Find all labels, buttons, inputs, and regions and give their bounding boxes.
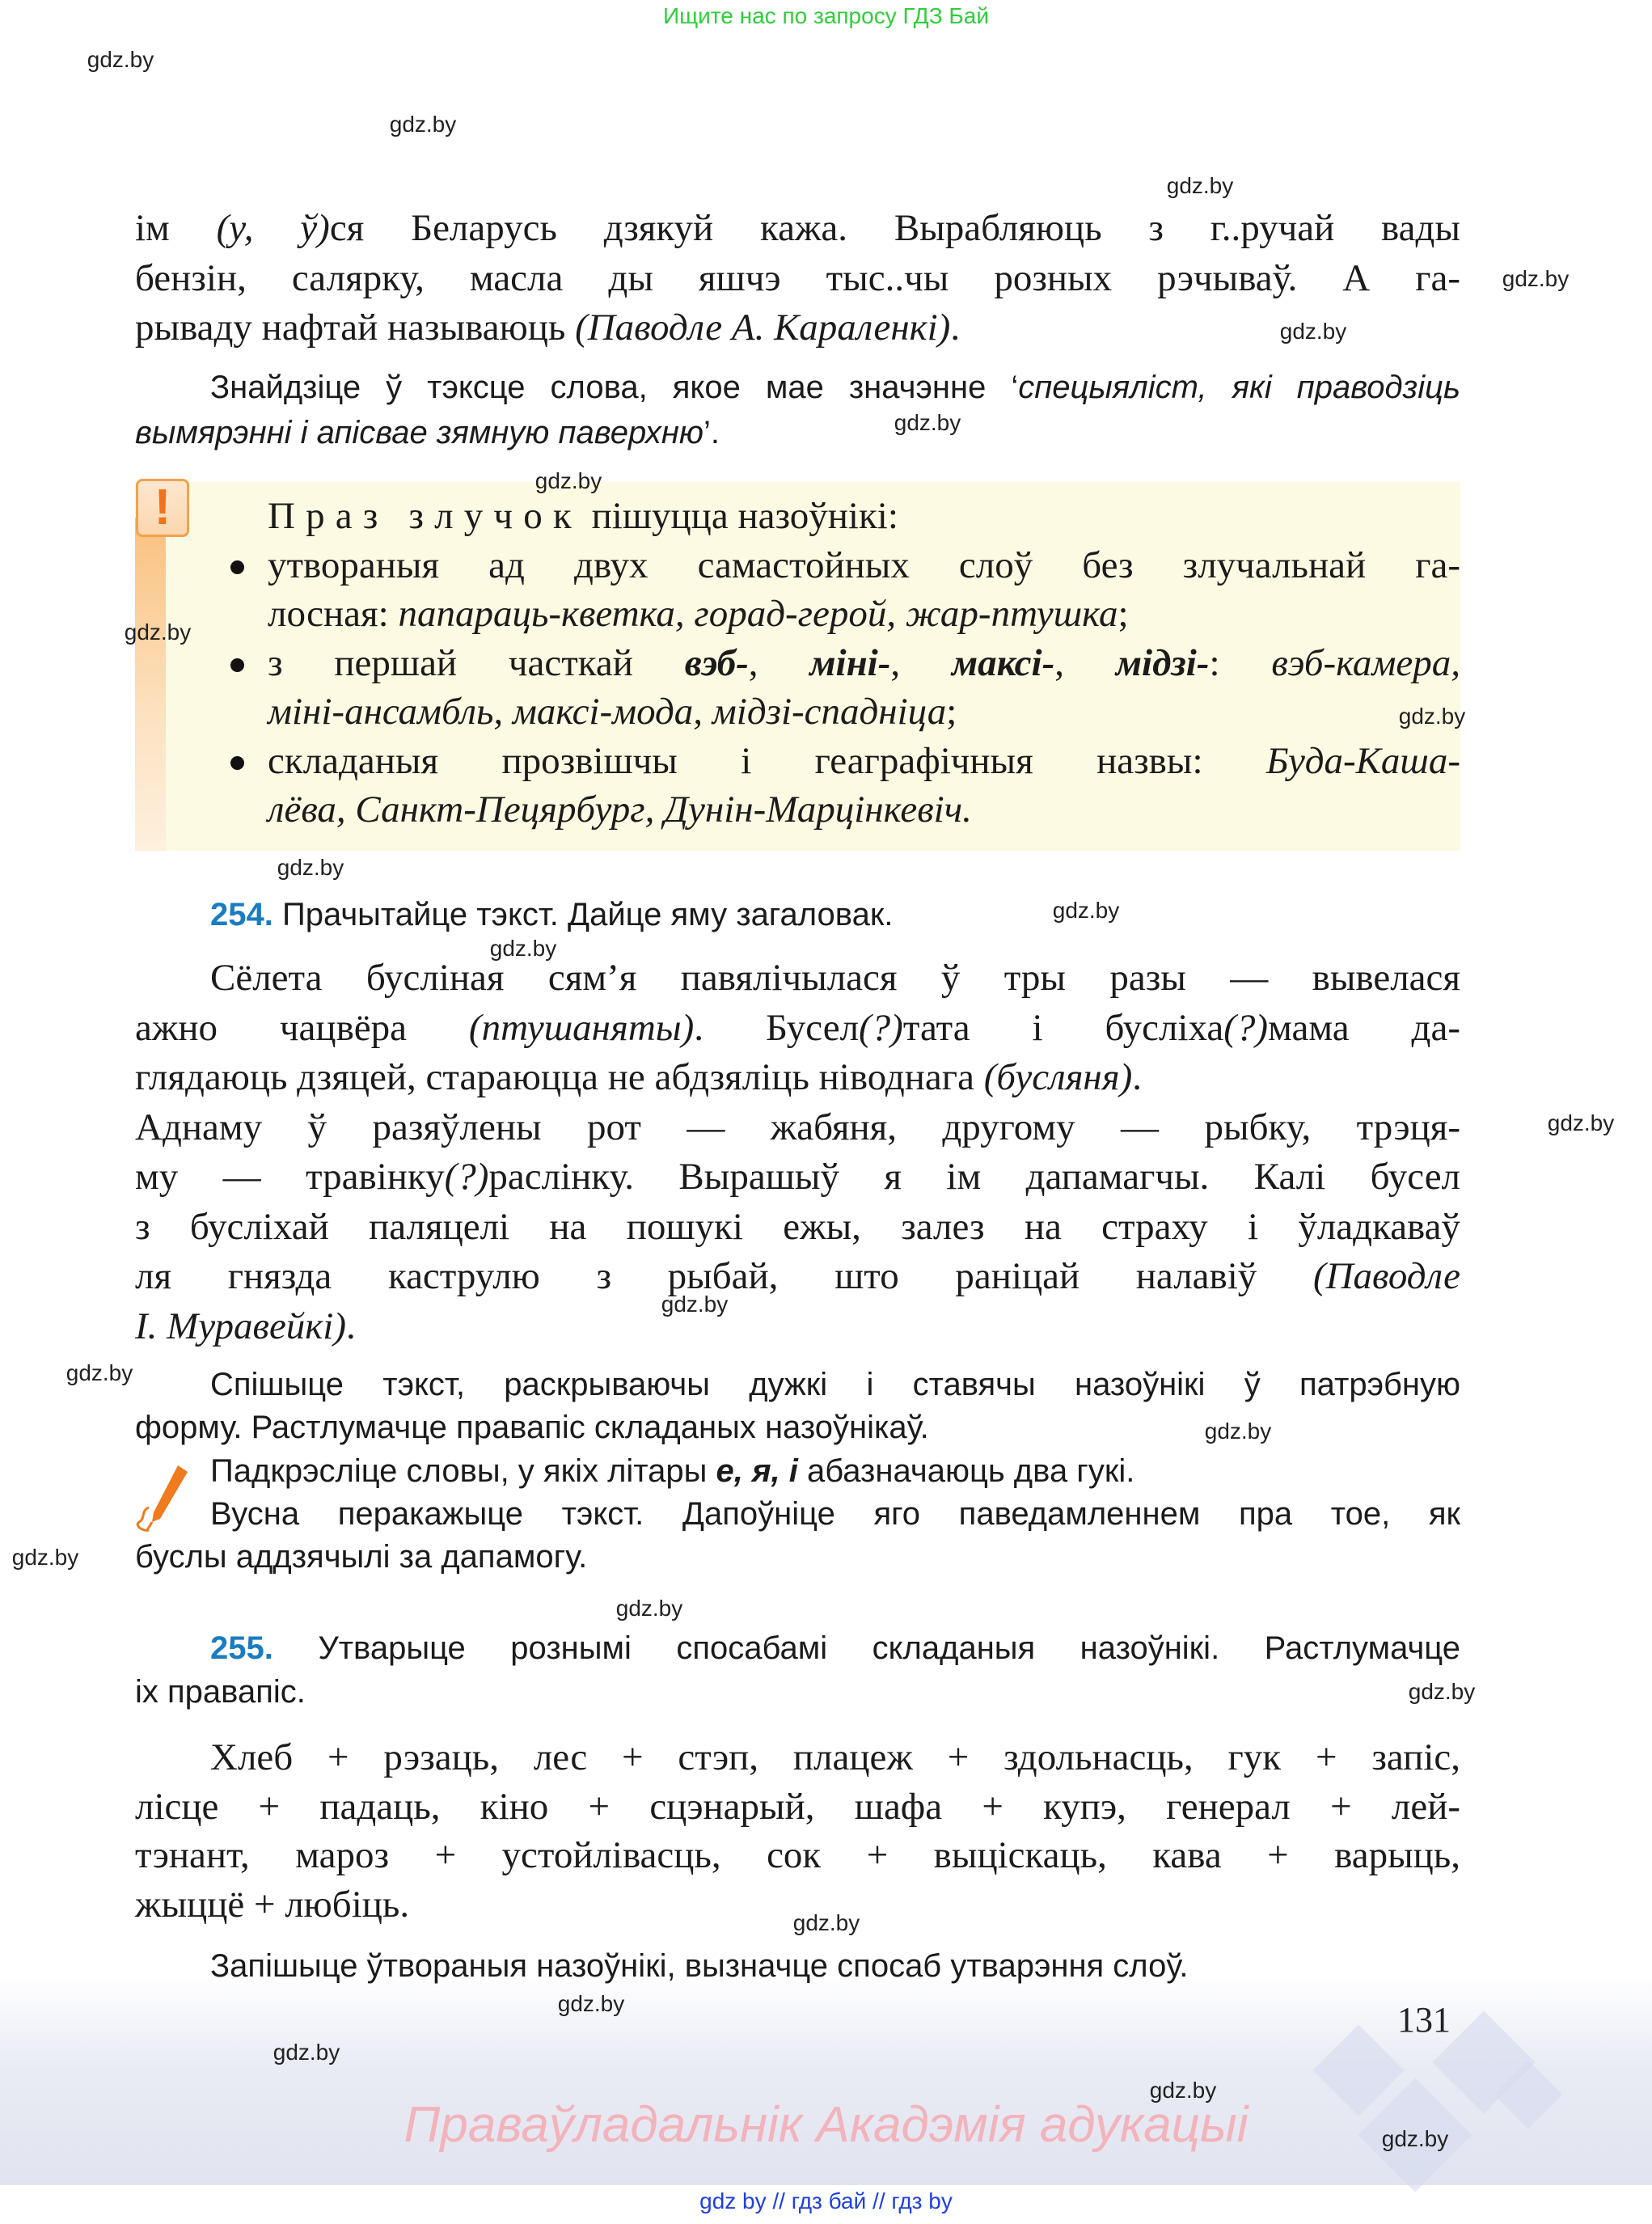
text-segment: жыццё + любіць. (135, 1884, 410, 1926)
text-segment: Вусна перакажыце тэкст. Дапоўніце яго паведамленнем пра тое, як (210, 1495, 1460, 1532)
text-segment: з першай часткай (268, 641, 685, 684)
text-segment: Праз злучок (268, 495, 582, 537)
text-line (135, 1944, 1460, 1988)
text-line (135, 1493, 1460, 1536)
text-line (135, 1782, 1460, 1832)
text-line (135, 1203, 1460, 1253)
text-line (135, 1252, 1460, 1302)
text-line (135, 1103, 1460, 1153)
text-segment: ажно чацвёра (135, 1006, 469, 1049)
gdz-watermark: gdz.by (1149, 2078, 1217, 2103)
text-line (135, 365, 1460, 410)
text-segment: міні-ансамбль, максі-мода, мідзі-спадніца (268, 691, 947, 733)
text-segment: : (1209, 641, 1272, 684)
text-segment: Знайдзіце ў тэксце слова, якое мае значэнне ‘ (210, 370, 1019, 405)
text-segment: е, я, і (716, 1452, 798, 1489)
text-segment: (?) (859, 1006, 903, 1049)
text-line (135, 1004, 1460, 1054)
text-segment: абазначаюць два гукі. (797, 1452, 1135, 1489)
text-line (268, 737, 1460, 786)
text-segment: з бусліхай паляцелі на пошукі ежы, залез на страху і ўладкаваў (135, 1205, 1460, 1248)
text-line (135, 1053, 1460, 1103)
text-segment: Буда-Каша- (1265, 739, 1460, 782)
gdz-watermark: gdz.by (1547, 1110, 1615, 1135)
text-segment: Спішыце тэкст, раскрываючы дужкі і ставячы назоўнікі ў патрэбную (210, 1367, 1460, 1402)
bullet-icon (230, 658, 244, 672)
text-segment: (у, ў) (216, 207, 330, 249)
text-segment: лосная: (268, 593, 399, 635)
gdz-watermark: gdz.by (557, 1991, 625, 2016)
gdz-watermark: gdz.by (65, 1360, 133, 1385)
text-segment: ім (135, 207, 217, 249)
text-line (268, 590, 1460, 639)
gdz-watermark: gdz.by (1052, 898, 1120, 923)
text-segment: вэб- (684, 641, 749, 684)
text-segment: (?) (1223, 1006, 1269, 1049)
copyright-watermark: Праваўладальнік Акадэмія адукацыі (403, 2097, 1249, 2153)
text-segment: ся Беларусь дзякуй кажа. Вырабляюць з г..ручай вады (329, 207, 1460, 249)
text-segment: мама да- (1268, 1006, 1460, 1049)
text-segment: вэб-камера, (1271, 641, 1461, 684)
text-segment: раслінку. Вырашыў я ім дапамагчы. Калі бусел (488, 1156, 1461, 1198)
text-segment: (бусляня) (983, 1056, 1133, 1098)
text-line (135, 410, 1460, 455)
text-line (210, 892, 1460, 937)
bullet-icon (230, 560, 244, 574)
text-line (135, 1670, 1460, 1714)
text-segment: . (1132, 1056, 1142, 1098)
text-block-task-find (135, 365, 1460, 455)
text-segment: . (950, 307, 961, 349)
text-line (135, 1450, 1460, 1493)
text-block-ex254-text (135, 953, 1460, 1351)
gdz-watermark: gdz.by (1279, 319, 1347, 344)
gdz-watermark: gdz.by (1502, 266, 1570, 291)
text-segment: форму. Растлумачце правапіс складаных назоўнікаў. (135, 1410, 929, 1446)
text-segment: (Паводле А. Караленкі) (575, 307, 951, 349)
gdz-watermark: gdz.by (615, 1596, 683, 1621)
text-block-ex254-head (210, 892, 1460, 937)
text-segment: . Бусел (694, 1006, 860, 1049)
text-segment: лёва, Санкт-Пецярбург, Дунін-Марцінкевіч. (268, 789, 972, 831)
text-segment: ля гнязда каструлю з рыбай, што раніцай налавіў (135, 1255, 1313, 1297)
text-segment: Прачытайце тэкст. Дайце яму загаловак. (273, 897, 894, 932)
gdz-watermark: gdz.by (894, 410, 961, 435)
text-segment: бензін, салярку, масла ды яшчэ тыс..чы розных рэчываў. А га- (135, 256, 1460, 299)
text-segment: Падкрэсліце словы, у якіх літары (210, 1452, 716, 1489)
footer-link[interactable]: gdz by // гдз бай // гдз by (699, 2188, 953, 2213)
text-segment: , (748, 641, 810, 684)
gdz-watermark: gdz.by (792, 1910, 860, 1935)
gdz-watermark: gdz.by (1381, 2126, 1449, 2151)
text-segment: Сёлета буслiная сям’я павялічылася ў тры разы — вывелася (210, 957, 1460, 999)
text-segment: утвораныя ад двух самастойных слоў без злучальнай га- (268, 543, 1460, 586)
text-line (135, 1364, 1460, 1406)
gdz-watermark: gdz.by (273, 2040, 340, 2065)
text-segment: спецыяліст, які праводзіць (1018, 370, 1460, 405)
text-segment: , (1054, 641, 1116, 684)
text-segment: Запішыце ўтвораныя назоўнікі, вызначце спосаб утварэння слоў. (210, 1948, 1189, 1984)
gdz-watermark: gdz.by (489, 936, 557, 961)
text-segment: глядаюць дзяцей, стараюцца не абдзяліць ніводнага (135, 1056, 984, 1098)
text-segment: пішуцца назоўнікі: (581, 495, 898, 537)
text-line (135, 1302, 1460, 1352)
text-segment: складаныя прозвішчы і геаграфічныя назвы: (268, 739, 1266, 782)
text-block-intro (135, 204, 1460, 353)
text-segment: (Паводле (1312, 1255, 1460, 1297)
gdz-watermark: gdz.by (87, 47, 154, 72)
text-segment: міні- (809, 641, 891, 684)
text-segment: рываду нафтай называюць (135, 307, 576, 349)
exercise-number: 255. (210, 1630, 273, 1666)
gdz-watermark: gdz.by (389, 112, 457, 137)
text-block-ex255-head (135, 1626, 1460, 1714)
text-segment: лісце + падаць, кіно + сцэнарый, шафа + купэ, генерал + лей- (135, 1785, 1460, 1828)
text-segment: буслы аддзячылі за дапамогу. (135, 1539, 588, 1575)
text-block-ex254-tasks (135, 1364, 1460, 1579)
exercise-number: 254. (210, 897, 273, 932)
gdz-watermark: gdz.by (1166, 173, 1234, 198)
text-block-rule (268, 492, 1460, 835)
text-line (135, 953, 1460, 1004)
text-segment: папараць-кветка, горад-герой, жар-птушка (398, 593, 1118, 635)
text-line (135, 254, 1460, 304)
text-segment: тэнант, мароз + устойлівасць, сок + выціскаць, кава + варыць, (135, 1834, 1460, 1877)
text-segment: Хлеб + рэзаць, лес + стэп, плацеж + здольнасць, гук + запіс, (210, 1736, 1460, 1778)
gdz-watermark: gdz.by (661, 1292, 729, 1317)
text-segment: (?) (444, 1156, 489, 1198)
text-block-ex255-words (135, 1733, 1460, 1930)
text-line (135, 1152, 1460, 1203)
text-line (268, 785, 1460, 835)
text-segment: іх правапіс. (135, 1674, 306, 1710)
text-block-ex255-task (135, 1944, 1460, 1988)
text-line (268, 639, 1460, 688)
gdz-watermark: gdz.by (11, 1545, 79, 1570)
text-segment: . (346, 1304, 356, 1347)
text-line (135, 1831, 1460, 1880)
top-banner[interactable]: Ищите нас по запросу ГДЗ Бай (662, 3, 990, 28)
text-segment: Утварыце рознымі спосабамі складаныя назоўнікі. Растлумачце (273, 1630, 1460, 1666)
gdz-watermark: gdz.by (1408, 1679, 1476, 1704)
text-segment: тата і бусліха (902, 1006, 1224, 1049)
text-segment: максі- (951, 641, 1055, 684)
text-segment: І. Муравейкі) (135, 1304, 347, 1347)
text-line (268, 541, 1460, 590)
text-segment: вымярэнні і апісвае зямную паверхню (135, 415, 703, 450)
gdz-watermark: gdz.by (124, 619, 192, 645)
text-line (135, 204, 1460, 254)
text-line (268, 687, 1460, 737)
text-segment: , (890, 641, 952, 684)
gdz-watermark: gdz.by (1204, 1419, 1272, 1444)
gdz-watermark: gdz.by (1398, 704, 1466, 729)
bullet-icon (230, 756, 244, 770)
text-line (135, 1626, 1460, 1670)
text-line (135, 1536, 1460, 1579)
text-line (135, 1733, 1460, 1782)
text-line (135, 303, 1460, 353)
gdz-watermark: gdz.by (277, 855, 344, 880)
exclamation-icon: ! (136, 479, 189, 537)
text-segment: ; (946, 691, 957, 733)
page-number: 131 (1397, 2000, 1451, 2040)
gdz-watermark: gdz.by (534, 468, 602, 493)
text-segment: Аднаму ў разяўлены рот — жабяня, другому — рыбку, трэця- (135, 1106, 1460, 1148)
text-segment: ; (1118, 593, 1129, 635)
text-segment: му — травінку (135, 1156, 445, 1198)
text-segment: (птушаняты) (468, 1006, 695, 1049)
rule-strip (135, 518, 166, 851)
text-segment: мідзі- (1115, 641, 1210, 684)
text-segment: ’. (703, 415, 720, 450)
text-line (268, 492, 1460, 541)
